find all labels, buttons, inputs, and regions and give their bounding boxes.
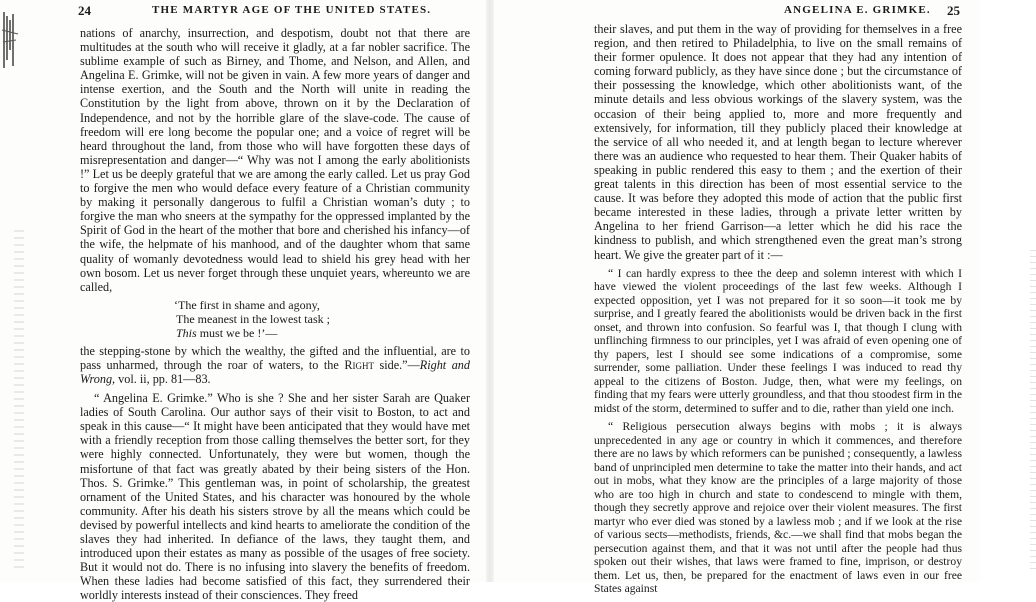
poem-line-3-italic: This <box>176 325 197 340</box>
left-page-header <box>78 4 468 22</box>
left-paragraph-2-smallcaps: Right <box>344 357 374 372</box>
poem-line-2: The meanest in the lowest task ; <box>176 311 330 326</box>
citation-pages: vol. ii, pp. 81—83. <box>115 371 211 386</box>
right-page <box>490 0 980 596</box>
left-paragraph-2-text: the stepping-stone by which the wealthy, the gifted and the influential, are to pass unharmed, through the roar of waters, to the <box>80 343 470 372</box>
poem-line-1: ‘The first in shame and agony, <box>174 297 320 312</box>
poem-line-3 <box>174 326 470 340</box>
binding-edge-mark <box>0 10 24 70</box>
left-paragraph-2 <box>80 344 470 386</box>
right-page-body <box>594 22 962 596</box>
citation-title: Right and Wrong, <box>80 357 470 386</box>
left-page <box>0 0 490 602</box>
left-running-head: THE MARTYR AGE OF THE UNITED STATES. <box>152 4 432 16</box>
left-page-body <box>80 26 470 602</box>
scan-edge-stain <box>14 230 24 570</box>
right-paragraph-1: their slaves, and put them in the way of providing for themselves in a free region, and then retired to Philadelphia, to live on the small remains of their former opulence. It does not appear that they had any intention of coming forward publicly, as they have since done ; but the circumstance of their possessing the knowledge, which other abolitionists want, of the minute details and less obvious workings of the slavery system, was the occasion of their being applied to, more and more frequently and extensively, for information, till they publicly placed their knowledge at the service of all who needed it, and at length began to lecture wherever there was an audience who requested to hear them. Their Quaker habits of speaking in public rendered this easy to them ; and the exertion of their great talents in this direction has been of most essential service to the cause. It was before they adopted this mode of action that the public first became interested in these ladies, through a private letter written by Angelina to her friend Garrison—a letter which he did his race the kindness to publish, and which strengthened even the great man’s strong heart. We give the greater part of it :— <box>594 22 962 262</box>
left-paragraph-3: “ Angelina E. Grimke.” Who is she ? She and her sister Sarah are Quaker ladies of South Carolina. Our author says of their visit to Boston, to act and speak in this cause—“ It might have been anticipated that they would have met with a friendly reception from those calling themselves the better sort, for they were highly connected. Unfortunately, they were but women, though the misfortune of that fact was greatly abated by their being sisters of the Hon. Thos. S. Grimke.” This gentleman was, in point of scholarship, the greatest ornament of the United States, and his character was honoured by the whole community. After his death his sisters strove by all the means which could be devised by powerful intellects and kind hearts to ameliorate the condition of the slaves they had inherited. In defiance of the laws, they taught them, and introduced upon their estates as many as possible of the usages of free society. But it would not do. There is no infusing into slavery the benefits of freedom. When these ladies had become satisfied of this fact, they surrendered their worldly interests instead of their consciences. They freed <box>80 391 470 602</box>
left-paragraph-2-after: side.”— <box>373 357 420 372</box>
right-page-number: 25 <box>947 3 960 18</box>
right-page-header <box>594 4 960 22</box>
poem-line-3-rest: must we be !’— <box>196 325 278 340</box>
right-running-head: ANGELINA E. GRIMKE. <box>784 4 931 16</box>
poem-quote <box>174 298 470 340</box>
left-paragraph-1: nations of anarchy, insurrection, and despotism, doubt not that there are multitudes at the south who will receive it gladly, at a far nobler sacrifice. The sublime example of such as Birney, and Thome, and Nelson, and Allen, and Angelina E. Grimke, will not be given in vain. A few more years of danger and intense exertion, and the South and the North will unite in reading the Constitution by the light from above, thrown on it by the Declaration of Independence, and not by the horrible glare of the slave-code. The cause of freedom will ere long become the popular one; and a voice of regret will be heard throughout the land, from those who will have forgotten these days of misrepresentation and danger—“ Why was not I among the early abolitionists !” Let us be deeply grateful that we are among the early called. Let us pray God to forgive the men who would deface every feature of a Christian community by making it personally dangerous to fulfil a Christian woman’s duty ; to forgive the man who sneers at the sympathy for the oppressed implanted by the Spirit of God in the heart of the mother that bore and cherished his infancy—of the wife, the helpmate of his manhood, and of the daughter whom that same quality of womanly devotedness would lead to shield his grey head with her own bosom. Let us never forget through these unquiet years, whereunto we are called, <box>80 26 470 294</box>
right-paragraph-3: “ Religious persecution always begins with mobs ; it is always unprecedented in any age or country in which it commences, and therefore there are no laws by which reformers can be punished ; consequently, a lawless band of unprincipled men determine to take the matter into their hands, and act out in mobs, what they know are the principles of a large majority of those who are too high in church and state to condescend to mingle with them, though they secretly approve and rejoice over their violent measures. The first martyr who ever died was stoned by a lawless mob ; and if we look at the rise of various sects—methodists, friends, &c.—we shall find that mobs began the persecution against them, and that it was not until after the people had thus spoken out their wishes, that laws were framed to fine, imprison, or destroy them. Let us, then, be prepared for the enactment of laws even in our free States against <box>594 420 962 596</box>
margin-pencil-mark <box>1030 250 1036 570</box>
left-page-number: 24 <box>78 3 91 18</box>
right-paragraph-2: “ I can hardly express to thee the deep and solemn interest with which I have viewed the violent proceedings of the last few weeks. Although I expected opposition, yet I was not prepared for it so soon—it took me by surprise, and I greatly feared the abolitionists would be driven back in the first onset, and thrown into confusion. So fearful was I, that though I clung with unflinching firmness to our principles, yet I was afraid of even opening one of thy papers, lest I should see some indications of a compromise, some surrender, some palliation. Under these feelings I was induced to read thy appeal to the citizens of Boston. Judge, then, what were my feelings, on finding that my fears were utterly groundless, and that thou stoodest firm in the midst of the storm, determined to suffer and to die, rather than yield one inch. <box>594 266 962 415</box>
